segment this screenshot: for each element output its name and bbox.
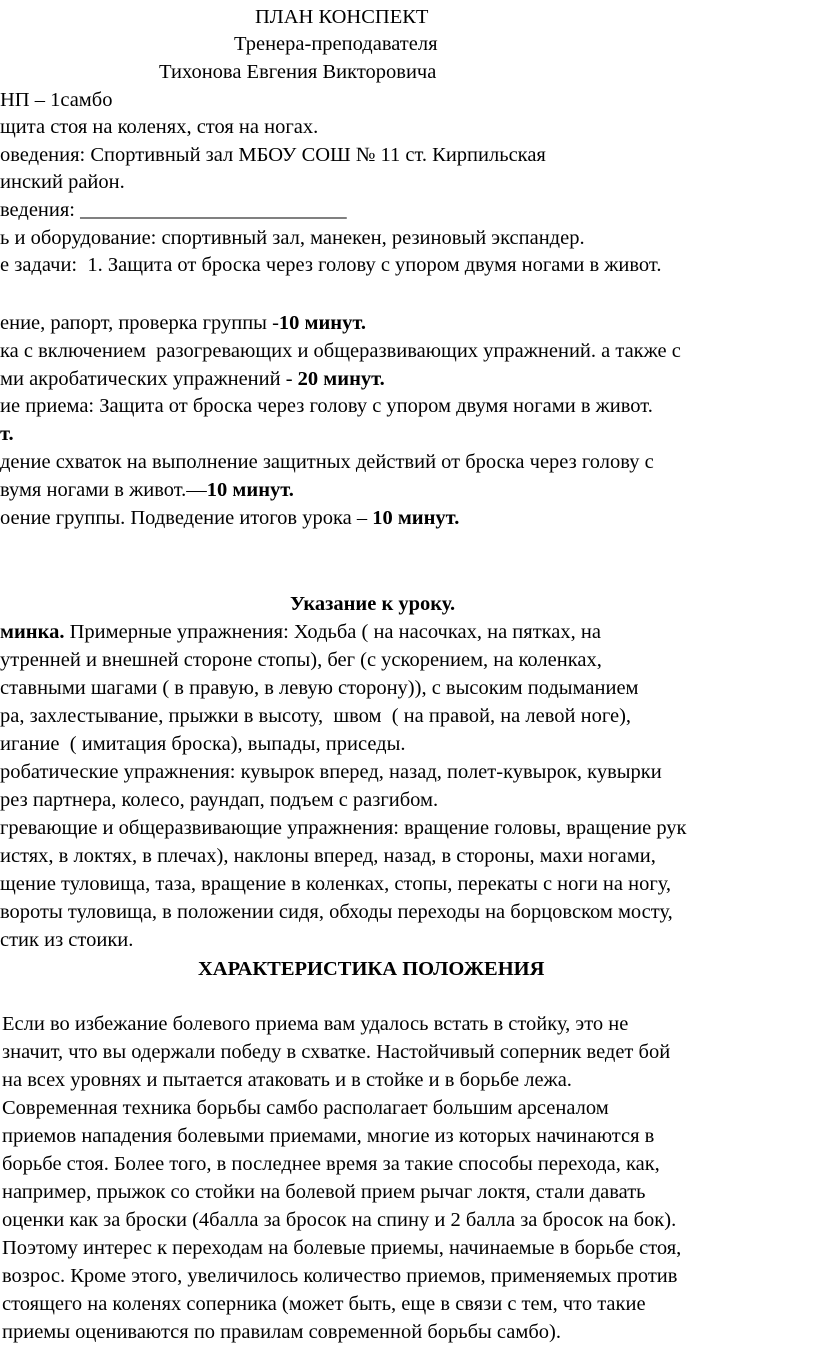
document-subtitle: Тренера-преподавателя [234,33,438,55]
place-line: оведения: Спортивный зал МБОУ СОШ № 11 ст. Кирпильская [0,144,546,166]
instructions-line-4: ра, захлестывание, прыжки в высоту, швом ( на правой, на левой ноге), [0,705,632,727]
instructions-line-5: игание ( имитация броска), выпады, приседы. [0,733,406,755]
equipment-line: ь и оборудование: спортивный зал, манекен, резиновый экспандер. [0,227,585,249]
plan-line-7 [0,477,294,504]
warmup-text: Примерные упражнения: Ходьба ( на насочках, на пятках, на [64,621,601,643]
instructions-line-3: ставными шагами ( в правую, в левую сторону)), с высоким подыманием [0,677,639,699]
characteristics-line: на всех уровнях и пытается атаковать и в стойке и в борьбе лежа. [2,1069,572,1091]
plan-line-2: ка с включением разогревающих и общеразвивающих упражнений. а также с [0,340,681,362]
instructions-heading: Указание к уроку. [290,593,456,615]
characteristics-line: возрос. Кроме этого, увеличилось количество приемов, применяемых против [2,1265,678,1287]
characteristics-line: борьбе стоя. Более того, в последнее время за такие способы перехода, как, [2,1153,660,1175]
district-line: инский район. [0,171,125,193]
tasks-line: е задачи: 1. Защита от броска через голову с упором двумя ногами в живот. [0,254,662,276]
plan-line-4: ие приема: Защита от броска через голову с упором двумя ногами в живот. [0,395,653,417]
plan-line-3-text: ми акробатических упражнений - [0,368,298,390]
plan-line-1-text: ение, рапорт, проверка группы - [0,312,279,334]
instructions-line-7: рез партнера, колесо, раундап, подъем с разгибом. [0,789,439,811]
plan-line-1-time: 10 минут. [278,312,367,334]
plan-line-7-time: 10 минут. [206,479,294,501]
characteristics-line: Если во избежание болевого приема вам удалось встать в стойку, это не [2,1013,629,1035]
characteristics-line: стоящего на коленях соперника (может быть, еще в связи с тем, что такие [2,1293,646,1315]
plan-line-3-time: 20 минут. [297,368,385,390]
plan-line-5: т. [0,423,14,445]
plan-line-8-text: оение группы. Подведение итогов урока – [0,507,373,529]
instructions-line-2: утренней и внешней стороне стопы), бег (с ускорением, на коленках, [0,649,602,671]
plan-line-8 [0,505,459,532]
document-title: ПЛАН КОНСПЕКТ [255,6,429,28]
date-line: ведения: __________________________ [0,199,347,221]
characteristics-line: значит, что вы одержали победу в схватке. Настойчивый соперник ведет бой [2,1041,671,1063]
plan-line-7-text: вумя ногами в живот.— [0,479,207,501]
instructions-line-10: щение туловища, таза, вращение в коленках, стопы, перекаты с ноги на ногу, [0,873,672,895]
instructions-line-1 [0,619,601,646]
instructions-line-9: истях, в локтях, в плечах), наклоны вперед, назад, в стороны, махи ногами, [0,845,656,867]
plan-line-1 [0,310,366,337]
instructions-line-11: вороты туловища, в положении сидя, обходы переходы на борцовском мосту, [0,901,673,923]
characteristics-line: например, прыжок со стойки на болевой прием рычаг локтя, стали давать [2,1181,646,1203]
characteristics-line: Поэтому интерес к переходам на болевые приемы, начинаемые в борьбе стоя, [2,1237,682,1259]
instructions-line-12: стик из стоики. [0,929,134,951]
characteristics-line: приемы оцениваются по правилам современной борьбы самбо). [2,1321,561,1343]
characteristics-heading: ХАРАКТЕРИСТИКА ПОЛОЖЕНИЯ [198,958,545,980]
instructions-line-6: робатические упражнения: кувырок вперед, назад, полет-кувырок, кувырки [0,761,662,783]
trainer-name: Тихонова Евгения Викторовича [159,61,437,83]
warmup-label: минка. [0,621,65,643]
topic-line: щита стоя на коленях, стоя на ногах. [0,116,319,138]
plan-line-6: дение схваток на выполнение защитных действий от броска через голову с [0,451,654,473]
characteristics-line: оценки как за броски (4балла за бросок на спину и 2 балла за бросок на бок). [2,1209,677,1231]
plan-line-8-time: 10 минут. [372,507,460,529]
plan-line-3 [0,366,385,393]
instructions-line-8: гревающие и общеразвивающие упражнения: вращение головы, вращение рук [0,817,687,839]
characteristics-line: Современная техника борьбы самбо располагает большим арсеналом [2,1097,609,1119]
characteristics-line: приемов нападения болевыми приемами, многие из которых начинаются в [2,1125,655,1147]
group-line: НП – 1самбо [0,89,113,111]
